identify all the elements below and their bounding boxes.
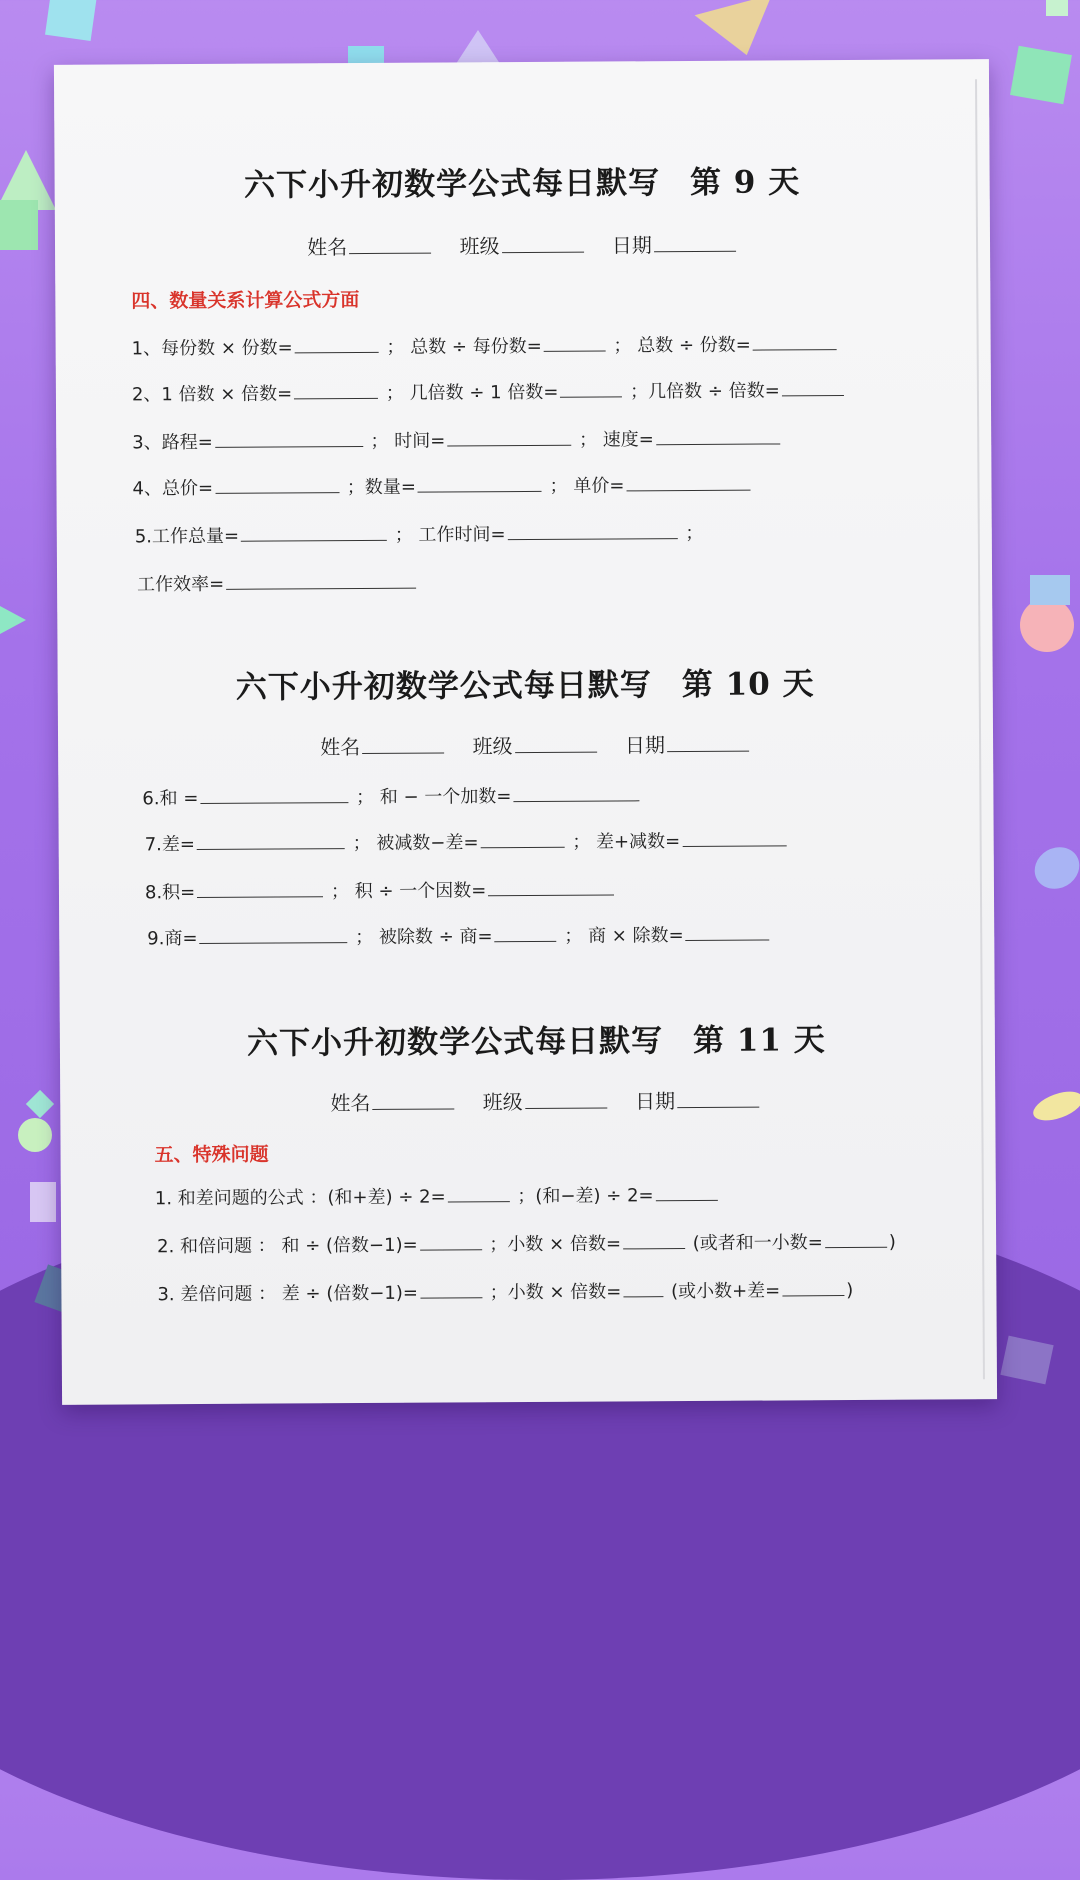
- title-text: 六下小升初数学公式每日默写: [243, 165, 661, 204]
- section9-meta: [55, 227, 990, 262]
- decor-ellipse: [1027, 839, 1080, 897]
- answer-blank[interactable]: [686, 939, 770, 942]
- section11-title: [60, 1013, 995, 1064]
- decor-ellipse: [1029, 1086, 1080, 1126]
- formula-line: 5.工作总量= ； 工作时间= ；: [134, 522, 704, 548]
- formula-line: 2. 和倍问题 ： 和 ÷ (倍数−1)= ；小数 × 倍数= (或者和一小数= ): [157, 1231, 896, 1258]
- formula-line: 3、路程= ； 时间= ； 速度=: [132, 424, 782, 454]
- formula-line: 2、1 倍数 × 倍数= ； 几倍数 ÷ 1 倍数= ；几倍数 ÷ 倍数=: [132, 376, 846, 406]
- decor-circle: [18, 1118, 52, 1152]
- decor-triangle: [695, 0, 786, 65]
- answer-blank[interactable]: [825, 1246, 887, 1248]
- formula-line: 工作效率=: [137, 569, 418, 597]
- formula-line: 1、每份数 × 份数= ； 总数 ÷ 每份数= ； 总数 ÷ 份数=: [132, 330, 839, 360]
- answer-blank[interactable]: [495, 940, 557, 942]
- date-field[interactable]: 日期: [625, 729, 751, 759]
- class-field[interactable]: 班级: [459, 230, 585, 260]
- answer-blank[interactable]: [782, 394, 844, 396]
- section11-meta: [60, 1083, 995, 1118]
- answer-blank[interactable]: [682, 844, 786, 847]
- date-field[interactable]: 日期: [612, 229, 738, 259]
- answer-blank[interactable]: [623, 1247, 685, 1249]
- answer-blank[interactable]: [215, 491, 339, 494]
- section10-meta: [58, 727, 993, 762]
- answer-blank[interactable]: [753, 348, 837, 351]
- formula-line: 4、总价= ；数量= ； 单价=: [132, 471, 752, 501]
- formula-line: 1. 和差问题的公式 ：(和+差) ÷ 2= ；(和−差) ÷ 2=: [155, 1181, 720, 1210]
- answer-blank[interactable]: [544, 350, 606, 352]
- formula-line: 3. 差倍问题 ： 差 ÷ (倍数−1)= ；小数 × 倍数= (或小数+差= ): [157, 1280, 854, 1306]
- answer-blank[interactable]: [513, 799, 639, 802]
- decor-square: [1046, 0, 1068, 16]
- answer-blank[interactable]: [448, 1200, 510, 1202]
- formula-line: 6.和 = ； 和 − 一个加数=: [142, 781, 641, 810]
- answer-blank[interactable]: [215, 445, 363, 448]
- answer-blank[interactable]: [508, 537, 678, 540]
- class-field[interactable]: 班级: [483, 1085, 609, 1115]
- answer-blank[interactable]: [197, 847, 345, 850]
- class-field[interactable]: 班级: [472, 730, 598, 760]
- name-field[interactable]: 姓名: [320, 730, 446, 760]
- day-label: 第 10 天: [681, 666, 815, 704]
- decor-square: [1010, 46, 1072, 105]
- decor-square: [30, 1182, 56, 1222]
- decor-square: [26, 1090, 54, 1118]
- section11-heading: 五、特殊问题: [154, 1143, 269, 1167]
- answer-blank[interactable]: [197, 895, 323, 898]
- decor-triangle: [0, 606, 26, 634]
- decor-square: [45, 0, 97, 41]
- section10-title: [58, 657, 993, 708]
- answer-blank[interactable]: [782, 1294, 844, 1296]
- name-field[interactable]: 姓名: [307, 231, 433, 261]
- section9-title: [55, 155, 990, 206]
- answer-blank[interactable]: [200, 801, 348, 804]
- answer-blank[interactable]: [200, 941, 348, 944]
- answer-blank[interactable]: [656, 442, 780, 445]
- answer-blank[interactable]: [560, 395, 622, 397]
- decor-circle: [1020, 598, 1074, 652]
- formula-line: 8.积= ； 积 ÷ 一个因数=: [145, 875, 616, 904]
- day-label: 第 9 天: [689, 164, 801, 201]
- answer-blank[interactable]: [488, 893, 614, 896]
- answer-blank[interactable]: [481, 846, 565, 849]
- answer-blank[interactable]: [226, 587, 416, 590]
- answer-blank[interactable]: [420, 1296, 482, 1298]
- formula-line: 7.差= ； 被减数−差= ； 差+减数=: [145, 826, 789, 856]
- section9-heading: 四、数量关系计算公式方面: [131, 289, 360, 313]
- title-text: 六下小升初数学公式每日默写: [235, 667, 652, 706]
- answer-blank[interactable]: [420, 1248, 482, 1250]
- answer-blank[interactable]: [241, 539, 387, 542]
- answer-blank[interactable]: [418, 490, 542, 493]
- title-text: 六下小升初数学公式每日默写: [246, 1023, 664, 1062]
- answer-blank[interactable]: [447, 444, 571, 447]
- decor-square: [1030, 575, 1070, 605]
- decor-square: [0, 200, 38, 250]
- date-field[interactable]: 日期: [635, 1085, 761, 1115]
- day-label: 第 11 天: [692, 1022, 826, 1059]
- answer-blank[interactable]: [626, 489, 750, 492]
- answer-blank[interactable]: [294, 397, 378, 400]
- answer-blank[interactable]: [295, 351, 379, 354]
- answer-blank[interactable]: [656, 1199, 718, 1201]
- formula-line: 9.商= ； 被除数 ÷ 商= ； 商 × 除数=: [147, 921, 772, 951]
- worksheet-paper: [54, 59, 997, 1405]
- name-field[interactable]: 姓名: [330, 1086, 456, 1116]
- answer-blank[interactable]: [623, 1295, 663, 1297]
